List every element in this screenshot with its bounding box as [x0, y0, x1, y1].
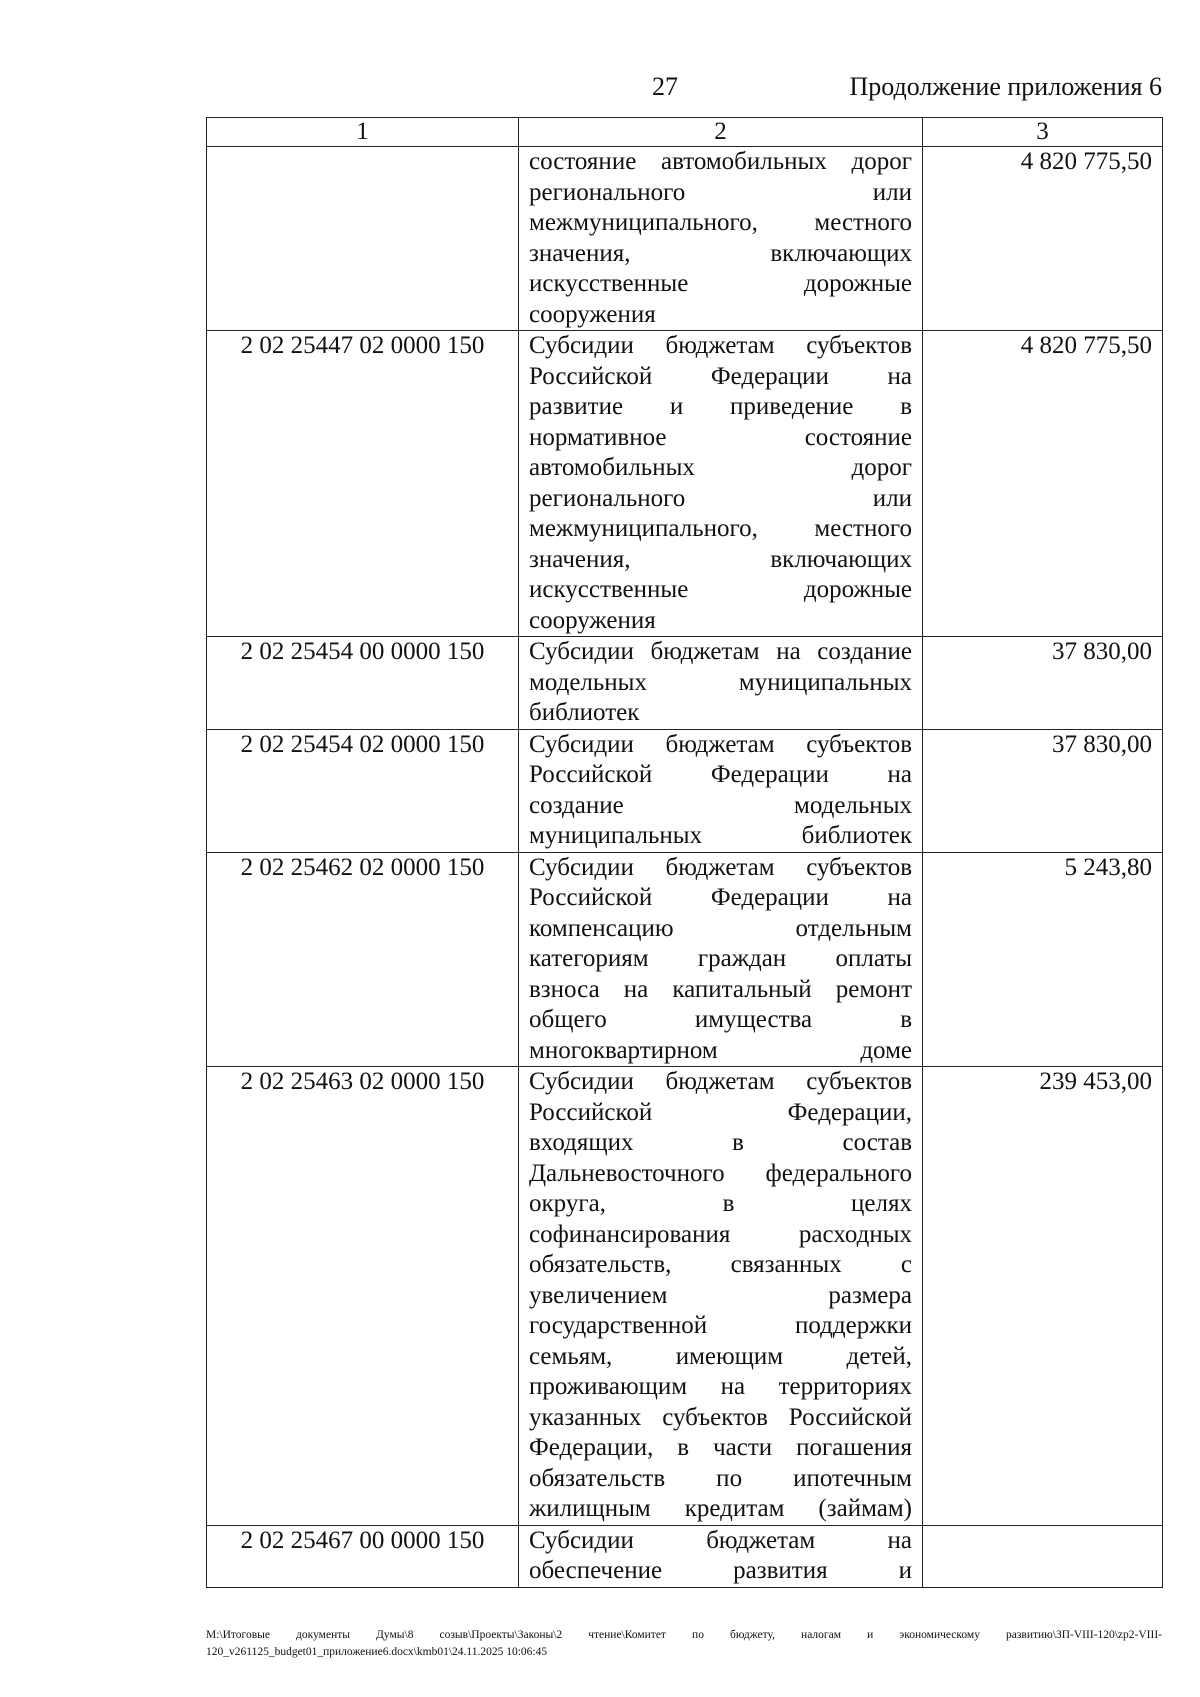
- description-line: семьям, имеющим детей,: [529, 1342, 912, 1370]
- column-header-3: 3: [923, 118, 1163, 147]
- income-code-cell: 2 02 25462 02 0000 150: [207, 852, 519, 1067]
- description-line: Субсидии бюджетам субъектов: [529, 853, 912, 881]
- table-row: [207, 331, 1163, 637]
- amount-cell: [923, 1525, 1163, 1587]
- description-line: создание модельных: [529, 791, 912, 819]
- description-line: многоквартирном доме: [529, 1036, 912, 1064]
- description-line: Российской Федерации на: [529, 884, 912, 911]
- description-line: Субсидии бюджетам на: [529, 1526, 912, 1554]
- description-line: компенсацию отдельным: [529, 914, 912, 942]
- description-line: Субсидии бюджетам субъектов: [529, 730, 912, 758]
- column-header-2: 2: [519, 118, 923, 147]
- income-code-cell: [207, 147, 519, 331]
- description-line: нормативное состояние: [529, 423, 912, 451]
- description-line: муниципальных библиотек: [529, 822, 912, 849]
- description-line: искусственные дорожные: [529, 270, 912, 297]
- table-row: [207, 852, 1163, 1067]
- description-line: регионального или: [529, 178, 912, 206]
- description-line: искусственные дорожные: [529, 576, 912, 603]
- income-description-cell: [519, 1067, 923, 1526]
- description-line: указанных субъектов Российской: [529, 1403, 912, 1431]
- description-line: межмуниципального, местного: [529, 209, 912, 236]
- description-line: округа, в целях: [529, 1190, 912, 1217]
- description-line: сооружения: [529, 300, 656, 328]
- description-line: обязательств по ипотечным: [529, 1464, 912, 1492]
- amount-cell: 239 453,00: [923, 1067, 1163, 1526]
- description-line: модельных муниципальных: [529, 668, 912, 696]
- amount-cell: 37 830,00: [923, 729, 1163, 852]
- table-row: [207, 729, 1163, 852]
- description-line: Субсидии бюджетам на создание: [529, 638, 912, 665]
- table-row: [207, 1067, 1163, 1526]
- description-line: развитие и приведение в: [529, 393, 912, 420]
- description-line: Российской Федерации на: [529, 761, 912, 788]
- description-line: сооружения: [529, 606, 656, 634]
- income-description-cell: [519, 729, 923, 852]
- description-line: Дальневосточного федерального: [529, 1159, 912, 1187]
- budget-table: [206, 117, 1163, 1588]
- description-line: автомобильных дорог: [529, 454, 912, 481]
- document-file-path: M:\Итоговые документы Думы\8 созыв\Проекты\Законы\2 чтение\Комитет по бюджету, налогам и экономическому развитию\ЗП-VIII-120\zp2-VIII-120_v261125_budget01_приложение6.docx\kmb01\24.11.2025 10:06:45: [206, 1629, 1162, 1658]
- description-line: государственной поддержки: [529, 1312, 912, 1339]
- description-line: Федерации, в части погашения: [529, 1434, 912, 1461]
- description-line: взноса на капитальный ремонт: [529, 975, 912, 1003]
- description-line: проживающим на территориях: [529, 1373, 912, 1400]
- income-code-cell: 2 02 25447 02 0000 150: [207, 331, 519, 637]
- description-line: входящих в состав: [529, 1129, 912, 1156]
- description-line: значения, включающих: [529, 545, 912, 573]
- income-code-cell: 2 02 25467 00 0000 150: [207, 1525, 519, 1587]
- income-code-cell: 2 02 25463 02 0000 150: [207, 1067, 519, 1526]
- amount-cell: 4 820 775,50: [923, 331, 1163, 637]
- description-line: Российской Федерации на: [529, 362, 912, 390]
- income-description-cell: [519, 1525, 923, 1587]
- table-header-row: [207, 118, 1163, 147]
- income-description-cell: [519, 147, 923, 331]
- income-description-cell: [519, 637, 923, 730]
- description-line: значения, включающих: [529, 239, 912, 267]
- amount-cell: 5 243,80: [923, 852, 1163, 1067]
- table-row: [207, 1525, 1163, 1587]
- description-line: увеличением размера: [529, 1281, 912, 1309]
- income-code-cell: 2 02 25454 00 0000 150: [207, 637, 519, 730]
- description-line: межмуниципального, местного: [529, 515, 912, 542]
- table-row: [207, 637, 1163, 730]
- description-line: Субсидии бюджетам субъектов: [529, 332, 912, 359]
- amount-cell: 4 820 775,50: [923, 147, 1163, 331]
- page-number: 27: [652, 72, 678, 101]
- description-line: категориям граждан оплаты: [529, 945, 912, 972]
- income-description-cell: [519, 852, 923, 1067]
- description-line: библиотек: [529, 699, 640, 726]
- description-line: состояние автомобильных дорог: [529, 148, 912, 175]
- description-line: Субсидии бюджетам субъектов: [529, 1068, 912, 1095]
- description-line: жилищным кредитам (займам): [529, 1495, 912, 1522]
- table-row: [207, 147, 1163, 331]
- amount-cell: 37 830,00: [923, 637, 1163, 730]
- description-line: Российской Федерации,: [529, 1098, 912, 1126]
- description-line: обязательств, связанных с: [529, 1251, 912, 1278]
- description-line: регионального или: [529, 484, 912, 512]
- description-line: софинансирования расходных: [529, 1220, 912, 1248]
- income-code-cell: 2 02 25454 02 0000 150: [207, 729, 519, 852]
- column-header-1: 1: [207, 118, 519, 147]
- description-line: общего имущества в: [529, 1006, 912, 1033]
- appendix-continuation-title: Продолжение приложения 6: [849, 72, 1162, 101]
- description-line: обеспечение развития и: [529, 1557, 912, 1584]
- income-description-cell: [519, 331, 923, 637]
